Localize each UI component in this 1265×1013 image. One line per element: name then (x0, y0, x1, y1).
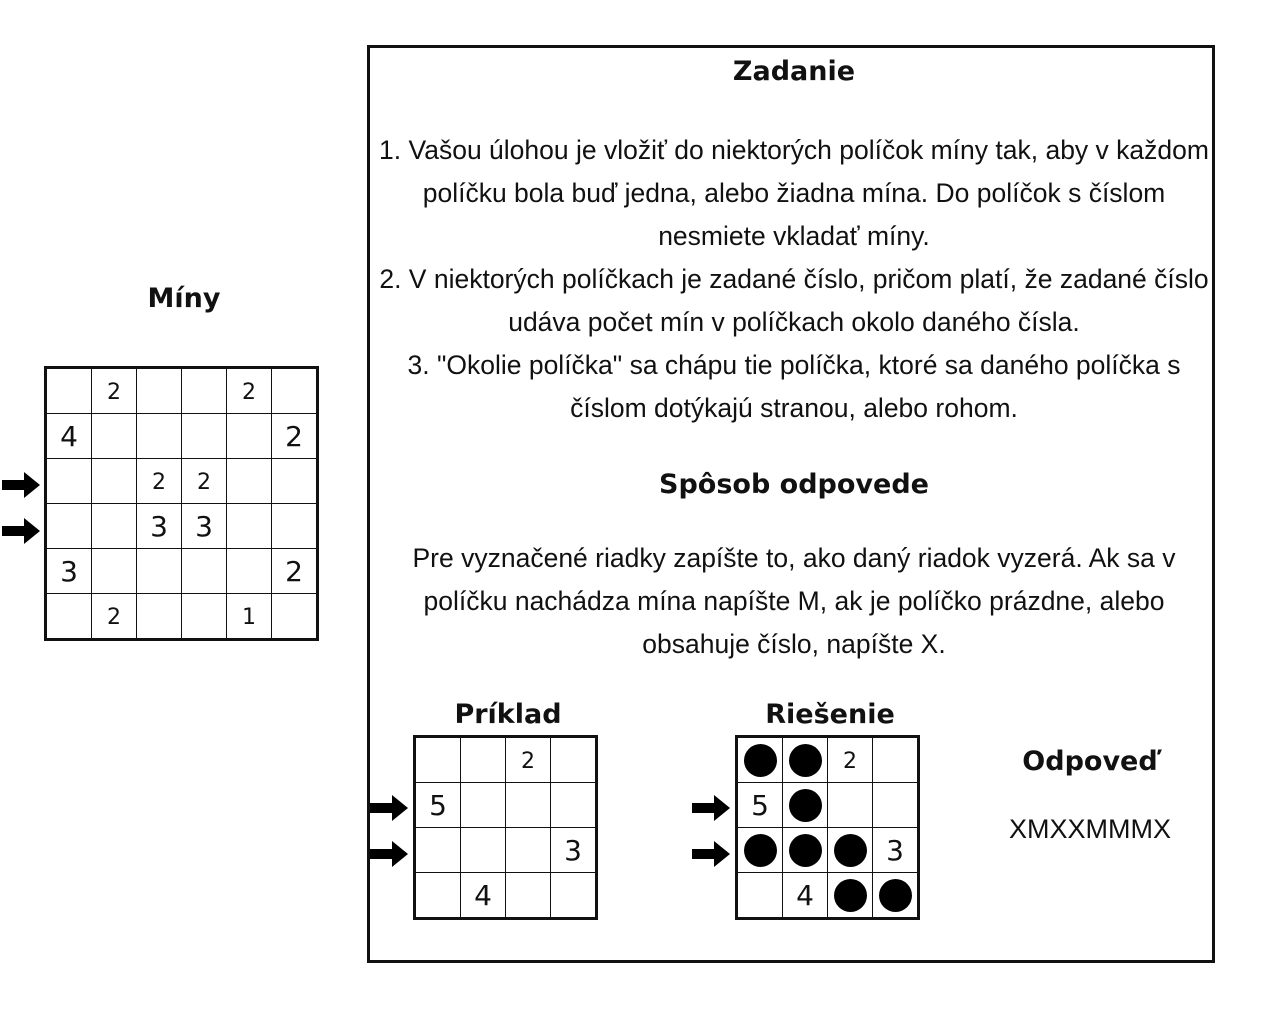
cell-number: 3 (150, 509, 168, 543)
cell-number: 4 (60, 419, 78, 453)
grid-cell (46, 459, 92, 504)
grid-cell (227, 414, 272, 459)
grid-cell (828, 873, 873, 919)
grid-cell (415, 828, 461, 873)
cell-number: 3 (564, 833, 582, 867)
grid-cell (828, 783, 873, 828)
cell-number: 2 (521, 749, 535, 774)
grid-cell (828, 828, 873, 873)
mine-icon (834, 879, 867, 912)
row-arrow-icon (370, 841, 408, 867)
grid-cell (461, 873, 506, 919)
grid-cell (551, 828, 597, 873)
grid-cell (506, 783, 551, 828)
cell-number: 5 (751, 788, 769, 822)
grid-row (415, 783, 597, 828)
cell-number: 2 (152, 470, 166, 495)
mine-icon (789, 789, 822, 822)
cell-number: 4 (796, 878, 814, 912)
answer-method-text (370, 537, 1218, 666)
grid-cell (137, 504, 182, 549)
row-arrow-icon (2, 472, 40, 498)
grid-row (737, 737, 919, 783)
grid-cell (873, 737, 919, 783)
grid-row (737, 828, 919, 873)
grid-cell (873, 873, 919, 919)
solution-title: Riešenie (765, 699, 895, 730)
grid-cell (551, 783, 597, 828)
grid-cell (227, 549, 272, 594)
grid-cell (737, 828, 783, 873)
cell-number: 4 (474, 878, 492, 912)
rules-panel (367, 45, 1215, 963)
grid-cell (737, 737, 783, 783)
grid-cell (137, 368, 182, 414)
grid-row (46, 594, 318, 640)
grid-row (415, 873, 597, 919)
grid-row (46, 414, 318, 459)
answer-title: Odpoveď (1022, 746, 1158, 777)
cell-number: 2 (285, 554, 303, 588)
rule-2: 2. V niektorých políčkach je zadané číslo, pričom platí, že zadané číslo udáva počet mín v políčkach okolo daného čísla. (379, 264, 1209, 337)
grid-cell (227, 459, 272, 504)
grid-cell (415, 873, 461, 919)
puzzle-grid (44, 366, 319, 641)
grid-cell (92, 549, 137, 594)
answer-method-paragraph: Pre vyznačené riadky zapíšte to, ako daný riadok vyzerá. Ak sa v políčku nachádza mína napíšte M, ak je políčko prázdne, alebo obsahuje číslo, napíšte X. (412, 543, 1176, 659)
grid-cell (182, 459, 227, 504)
grid-cell (783, 737, 828, 783)
grid-row (415, 737, 597, 783)
rule-1: 1. Vašou úlohou je vložiť do niektorých políčok míny tak, aby v každom políčku bola buď jedna, alebo žiadna mína. Do políčok s číslom nesmiete vkladať míny. (379, 135, 1209, 251)
grid-cell (137, 549, 182, 594)
grid-cell (272, 459, 318, 504)
answer-value: XMXXMMMX (1009, 814, 1171, 844)
grid-row (737, 873, 919, 919)
grid-cell (182, 549, 227, 594)
grid-cell (227, 594, 272, 640)
example-grid (413, 735, 598, 920)
cell-number: 2 (285, 419, 303, 453)
grid-row (737, 783, 919, 828)
mine-icon (789, 744, 822, 777)
grid-cell (46, 414, 92, 459)
grid-cell (137, 414, 182, 459)
grid-cell (506, 828, 551, 873)
grid-cell (182, 504, 227, 549)
solution-grid (735, 735, 920, 920)
grid-cell (92, 594, 137, 640)
example-title: Príklad (454, 699, 562, 730)
grid-cell (783, 783, 828, 828)
grid-cell (92, 414, 137, 459)
rules-text (370, 129, 1218, 430)
row-arrow-icon (692, 795, 730, 821)
mine-icon (744, 834, 777, 867)
grid-cell (506, 737, 551, 783)
grid-cell (415, 783, 461, 828)
grid-cell (227, 368, 272, 414)
grid-cell (873, 783, 919, 828)
cell-number: 2 (107, 605, 121, 630)
grid-cell (828, 737, 873, 783)
cell-number: 2 (107, 380, 121, 405)
cell-number: 1 (242, 605, 256, 630)
grid-row (46, 459, 318, 504)
grid-cell (46, 594, 92, 640)
grid-cell (737, 783, 783, 828)
grid-cell (46, 368, 92, 414)
puzzle-title: Míny (147, 283, 221, 314)
grid-cell (182, 368, 227, 414)
cell-number: 3 (60, 554, 78, 588)
grid-cell (415, 737, 461, 783)
grid-cell (272, 368, 318, 414)
grid-cell (92, 504, 137, 549)
grid-cell (46, 549, 92, 594)
row-arrow-icon (370, 795, 408, 821)
answer-method-heading: Spôsob odpovede (659, 469, 929, 500)
cell-number: 3 (195, 509, 213, 543)
grid-cell (182, 414, 227, 459)
row-arrow-icon (692, 841, 730, 867)
grid-row (46, 368, 318, 414)
grid-cell (182, 594, 227, 640)
grid-cell (272, 594, 318, 640)
grid-cell (551, 737, 597, 783)
grid-cell (272, 549, 318, 594)
rule-3: 3. "Okolie políčka" sa chápu tie políčka, ktoré sa daného políčka s číslom dotýkajú stranou, alebo rohom. (407, 350, 1181, 423)
grid-row (46, 549, 318, 594)
cell-number: 5 (429, 788, 447, 822)
grid-cell (873, 828, 919, 873)
grid-cell (92, 368, 137, 414)
grid-cell (46, 504, 92, 549)
grid-cell (272, 414, 318, 459)
grid-cell (461, 783, 506, 828)
grid-cell (783, 873, 828, 919)
grid-cell (272, 504, 318, 549)
grid-cell (461, 828, 506, 873)
grid-row (46, 504, 318, 549)
cell-number: 2 (843, 749, 857, 774)
mine-icon (879, 879, 912, 912)
rules-heading: Zadanie (732, 56, 856, 87)
grid-cell (551, 873, 597, 919)
mine-icon (789, 834, 822, 867)
grid-row (415, 828, 597, 873)
cell-number: 3 (886, 833, 904, 867)
cell-number: 2 (197, 470, 211, 495)
grid-cell (137, 459, 182, 504)
mine-icon (834, 834, 867, 867)
mine-icon (744, 744, 777, 777)
grid-cell (137, 594, 182, 640)
row-arrow-icon (2, 518, 40, 544)
grid-cell (461, 737, 506, 783)
grid-cell (92, 459, 137, 504)
cell-number: 2 (242, 380, 256, 405)
grid-cell (783, 828, 828, 873)
grid-cell (506, 873, 551, 919)
grid-cell (227, 504, 272, 549)
grid-cell (737, 873, 783, 919)
